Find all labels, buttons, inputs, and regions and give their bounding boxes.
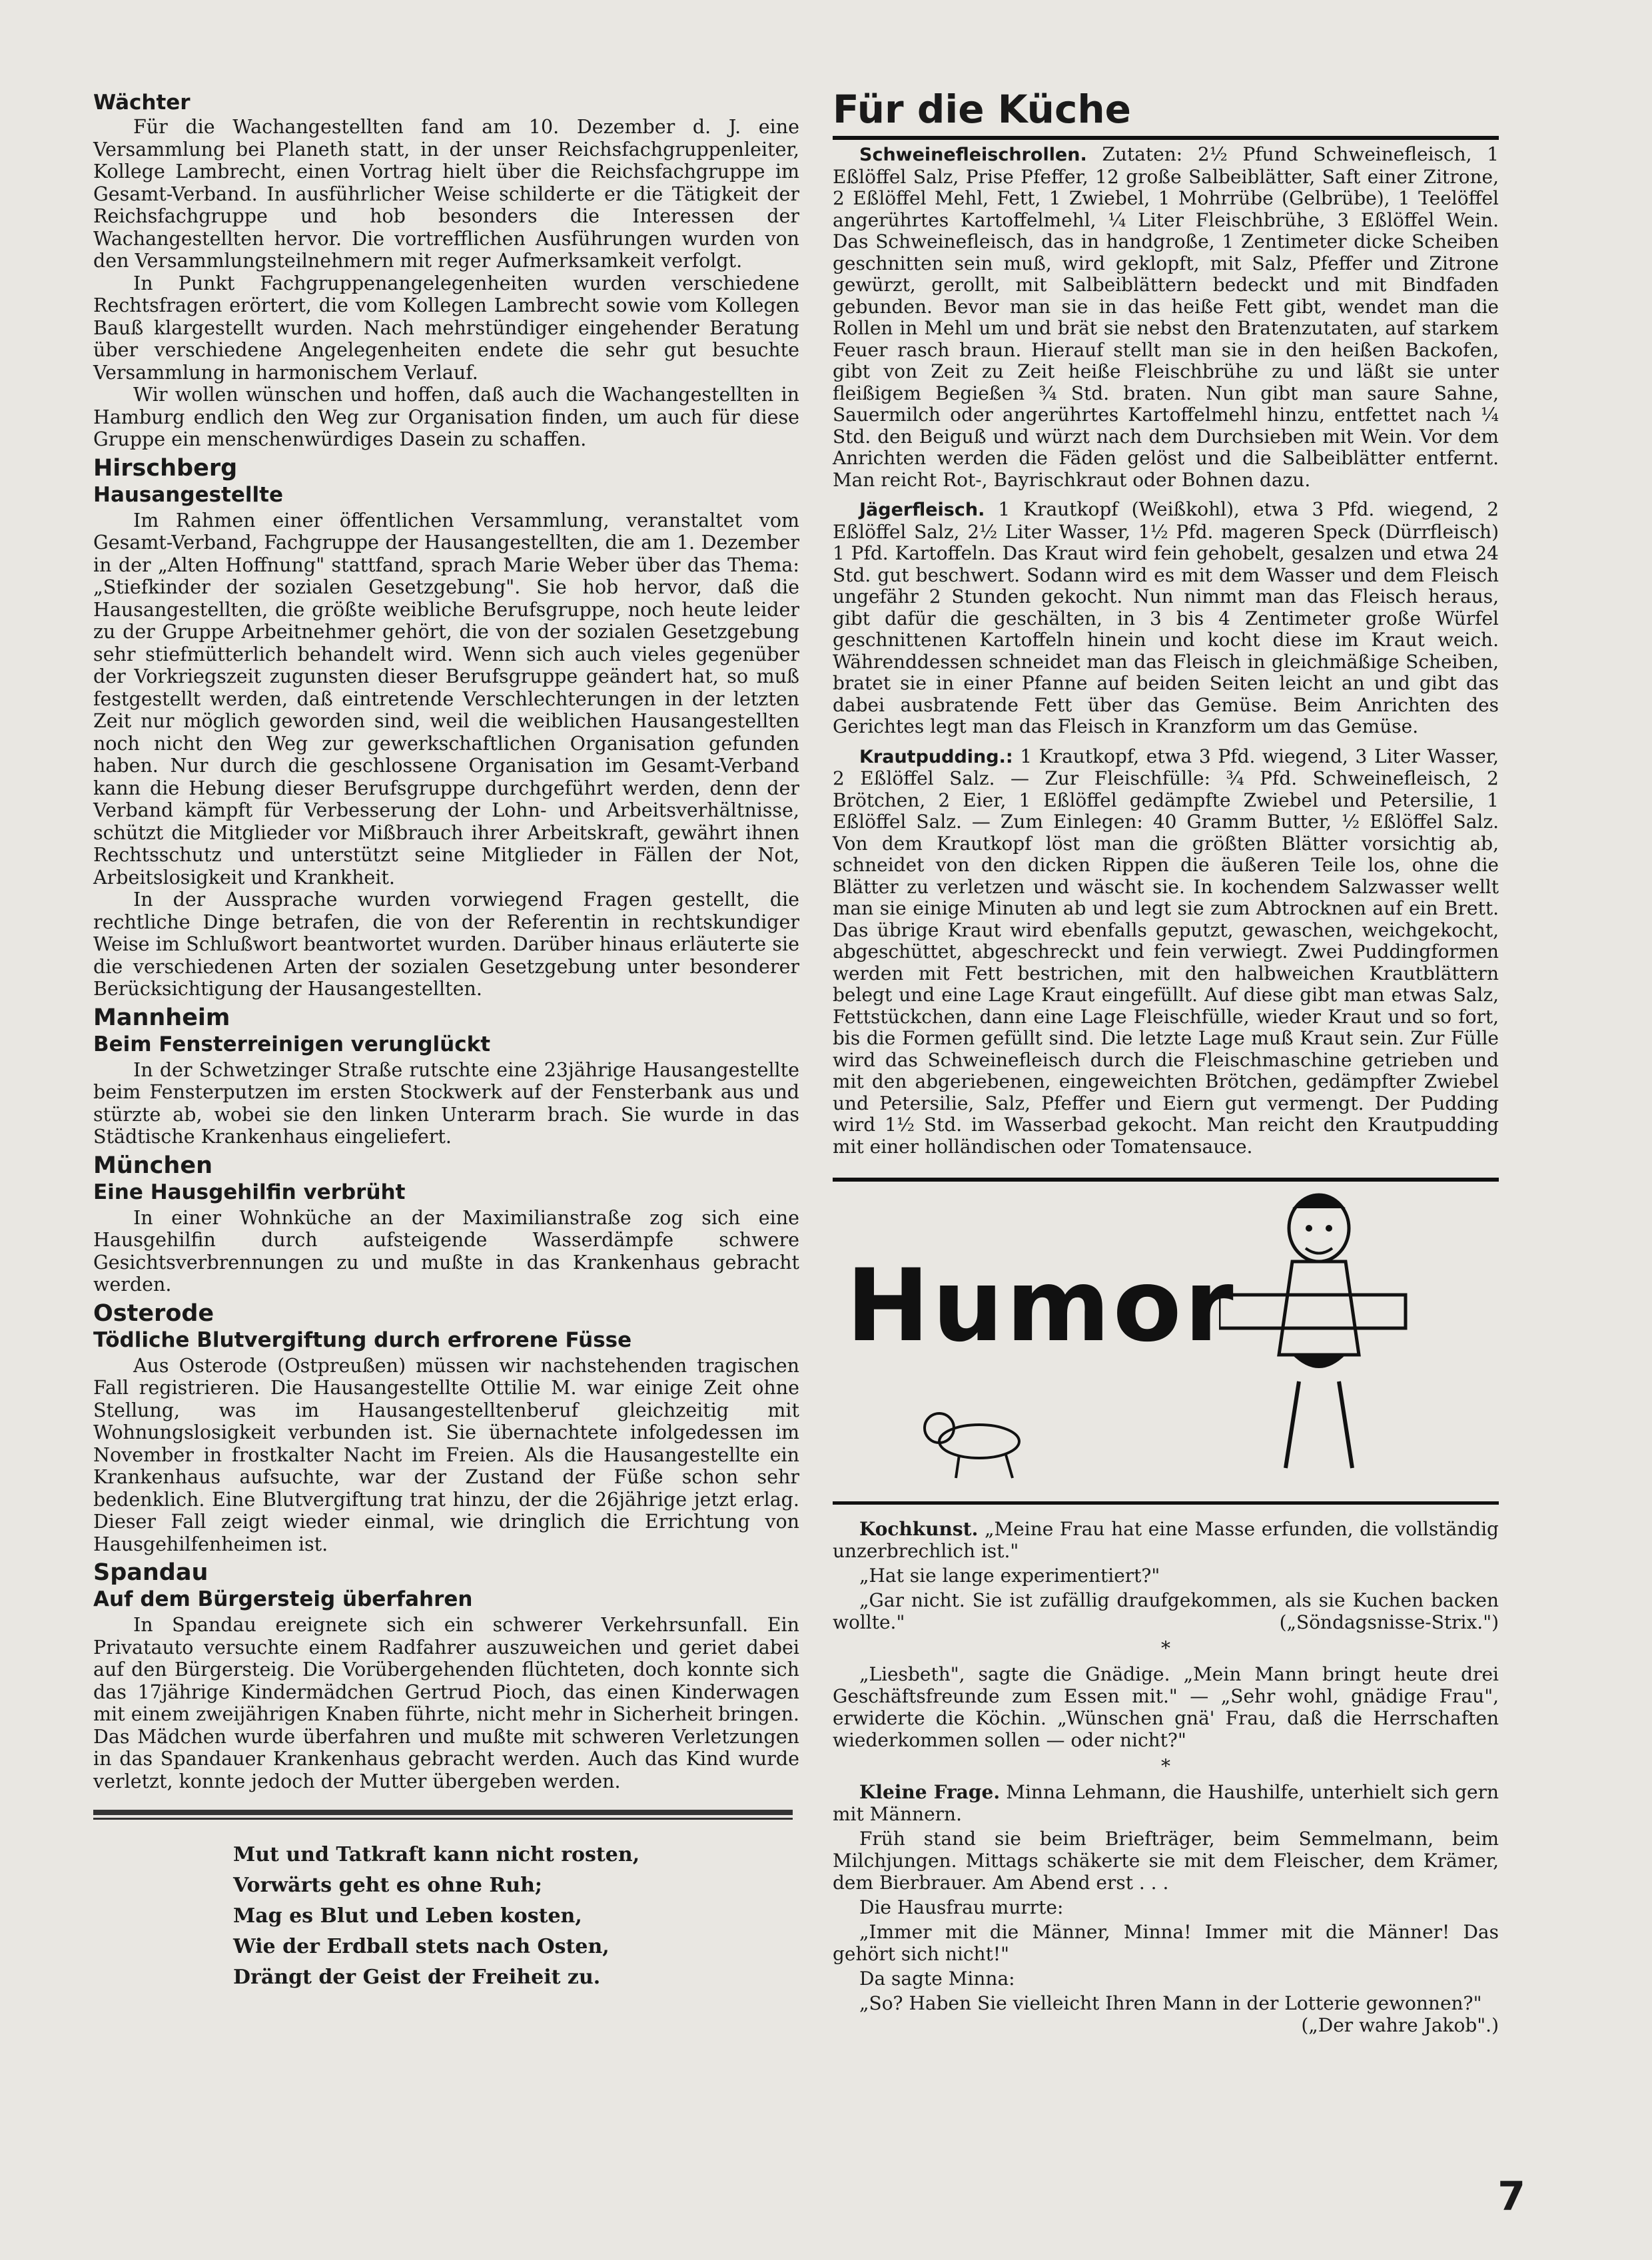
poem-line: Wie der Erdball stets nach Osten, — [233, 1935, 610, 1958]
joke — [833, 1518, 1499, 1562]
paragraph: In der Aussprache wurden vorwiegend Fragen gestellt, die rechtliche Dinge betrafen, die von der Referentin in rechtskundiger Weise im Schlußwort beantwortet wurden. Darüber hinaus erläuterte sie die verschiedenen Arten der sozialen Gesetzgebung unter besonderer Berücksichtigung der Hausangestellten. — [93, 889, 799, 1000]
poem-line: Mut und Tatkraft kann nicht rosten, — [233, 1843, 640, 1866]
recipe — [833, 746, 1499, 1158]
right-column — [833, 87, 1499, 2036]
joke-line: „Hat sie lange experimentiert?" — [859, 1565, 1160, 1587]
recipe-name: Jägerfleisch. — [859, 500, 985, 520]
separator-star: * — [1161, 1755, 1170, 1777]
joke-text: „Meine Frau hat eine Masse erfunden, die vollständig unzerbrechlich ist." — [833, 1518, 1499, 1562]
left-column — [93, 87, 799, 1993]
section-subheading: Eine Hausgehilfin verbrüht — [93, 1180, 406, 1204]
recipe — [833, 144, 1499, 491]
joke-text: „So? Haben Sie vielleicht Ihren Mann in der Lotterie gewonnen?" — [859, 1992, 1482, 2014]
paragraph: Im Rahmen einer öffentlichen Versammlung, veranstaltet vom Gesamt-Verband, Fachgruppe der Hausangestellten, die am 1. Dezember in der „Alten Hoffnung" stattfand, sprach Marie Weber über das Thema: „Stiefkinder der sozialen Gesetzgebung". Sie hob hervor, daß die Hausangestellten, die größte weibliche Berufsgruppe, noch heute leider zu der Gruppe Arbeitnehmer gehört, die von der sozialen Gesetzgebung sehr stiefmütterlich behandelt wird. Wenn sich auch vieles gegenüber der Vorkriegszeit zugunsten dieser Berufsgruppe geändert hat, so muß festgestellt werden, daß eintretende Verschlechterungen in der letzten Zeit nur möglich geworden sind, weil die weiblichen Hausangestellten noch nicht den Weg zur gewerkschaftlichen Organisation gefunden haben. Nur durch die geschlossene Organisation im Gesamt-Verband kann die Hebung dieser Berufsgruppe durchgeführt werden, denn der Verband kämpft für Verbesserung der Lohn- und Arbeitsverhältnisse, schützt die Mitglieder vor Mißbrauch ihrer Arbeitskraft, gewährt ihnen Rechtsschutz und unterstützt seine Mitglieder in Fällen der Not, Arbeitslosigkeit und Krankheit. — [93, 509, 799, 889]
joke-title: Kochkunst. — [859, 1518, 979, 1540]
joke: „Liesbeth", sagte die Gnädige. „Mein Mann bringt heute drei Geschäftsfreunde zum Essen mit." — „Sehr wohl, gnädige Frau", erwiderte die Köchin. „Wünschen gnä' Frau, daß die Herrschaften wiederkommen sollen — oder nicht?" — [833, 1663, 1499, 1751]
section-subheading: Beim Fensterreinigen verunglückt — [93, 1032, 491, 1056]
section-subheading: Hausangestellte — [93, 482, 283, 507]
recipe-text: Zutaten: 2½ Pfund Schweinefleisch, 1 Eßlöffel Salz, Prise Pfeffer, 12 große Salbeiblätter, Saft einer Zitrone, 2 Eßlöffel Mehl, Fett, 1 Zwiebel, 1 Mohrrübe (Gelbrübe), 1 Teelöffel angerührtes Kartoffelmehl, ¼ Liter Fleischbrühe, 3 Eßlöffel Wein. Das Schweinefleisch, das in handgroße, 1 Zentimeter dicke Scheiben geschnitten sein muß, wird geklopft, mit Salz, Pfeffer und Zitrone gewürzt, gerollt, mit Salbeiblättern bedeckt und mit Bindfaden gebunden. Bevor man sie in das heiße Fett gibt, wendet man die Rollen in Mehl um und brät sie nebst den Bratenzutaten, auf starkem Feuer rasch braun. Hierauf stellt man sie in den heißen Backofen, gibt von Zeit zu Zeit heiße Fleischbrühe zu und läßt sie unter fleißigem Begießen ¾ Std. braten. Nun gibt man saure Sahne, Sauermilch oder angerührtes Kartoffelmehl hinzu, entfettet nach ¼ Std. den Beiguß und würzt nach dem Durchsieben mit Wein. Vor dem Anrichten werden die Fäden gelöst und die Salbeiblätter entfernt. Man reicht Rot-, Bayrischkraut oder Bohnen dazu. — [833, 143, 1499, 491]
paragraph: In Punkt Fachgruppenangelegenheiten wurden verschiedene Rechtsfragen erörtert, die vom Kollegen Lambrecht sowie vom Kollegen Bauß klargestellt wurden. Nach mehrstündiger eingehender Beratung über verschiedene Angelegenheiten endete die sehr gut besuchte Versammlung in harmonischem Verlauf. — [93, 272, 799, 384]
dog-illustration — [913, 1401, 1046, 1481]
poem — [233, 1840, 799, 1993]
recipe-text: 1 Krautkopf, etwa 3 Pfd. wiegend, 3 Liter Wasser, 2 Eßlöffel Salz. — Zur Fleischfülle: ¾ Pfd. Schweinefleisch, 2 Brötchen, 2 Eier, 1 Eßlöffel gedämpfte Zwiebel und Petersilie, 1 Eßlöffel Salz. — Zum Einlegen: 40 Gramm Butter, ½ Eßlöffel Salz. Von dem Krautkopf löst man die größten Blätter vorsichtig ab, schneidet von den dicken Rippen die äußeren Teile los, ohne die Blätter zu verletzen und wäscht sie. In kochendem Salzwasser wellt man sie einige Minuten ab und legt sie zum Abtrocknen auf ein Brett. Das übrige Kraut wird ebenfalls geputzt, gewaschen, weichgekocht, abgeschüttet, abgeschreckt und fein verwiegt. Zwei Puddingformen werden mit Fett bestrichen, mit den halbweichen Krautblättern belegt und eine Lage Kraut eingefüllt. Auf diese gibt man etwas Salz, Fettstückchen, dann eine Lage Fleischfülle, wieder Kraut und so fort, bis die Formen gefüllt sind. Die letzte Lage muß Kraut sein. Zur Fülle wird das Schweinefleisch durch die Fleischmaschine getrieben und mit den abgeriebenen, eingeweichten Brötchen, gedämpfter Zwiebel und Petersilie, Salz, Pfeffer und Eiern gut vermengt. Der Pudding wird 1½ Std. im Wasserbad gekocht. Man reicht den Krautpudding mit einer holländischen oder Tomatensauce. — [833, 745, 1499, 1158]
kitchen-title: Für die Küche — [833, 87, 1499, 140]
paragraph: Aus Osterode (Ostpreußen) müssen wir nachstehenden tragischen Fall registrieren. Die Hausangestellte Ottilie M. war einige Zeit ohne Stellung, was im Hausangestelltenberuf gleichzeitig mit Wohnungslosigkeit verbunden ist. Sie übernachtete infolgedessen im November in frostkalter Nacht im Freien. Als die Hausangestellte ein Krankenhaus aufsuchte, war der Zustand der Füße schon sehr bedenklich. Eine Blutvergiftung trat hinzu, der die 26jährige jetzt erlag. Dieser Fall zeigt wieder einmal, wie dringlich die Errichtung von Hausgehilfenheimen ist. — [93, 1354, 799, 1555]
recipe-name: Krautpudding.: — [859, 746, 1013, 767]
recipe-name: Schweinefleischrollen. — [859, 145, 1087, 165]
paragraph: In der Schwetzinger Straße rutschte eine 23jährige Hausangestellte beim Fensterputzen im ersten Stockwerk auf der Fensterbank aus und stürzte ab, wobei sie den linken Unterarm brach. Sie wurde in das Städtische Krankenhaus eingeliefert. — [93, 1058, 799, 1148]
paragraph: In Spandau ereignete sich ein schwerer Verkehrsunfall. Ein Privatauto versuchte einem Radfahrer auszuweichen und geriet dabei auf den Bürgersteig. Die Vorübergehenden flüchteten, doch konnte sich das 17jährige Kindermädchen Gertrud Pioch, das einen Kinderwagen mit einem zweijährigen Knaben führte, nicht mehr in Sicherheit bringen. Das Mädchen wurde überfahren und mußte mit schweren Verletzungen in das Spandauer Krankenhaus gebracht werden. Auch das Kind wurde verletzt, konnte jedoch der Mutter übergeben werden. — [93, 1614, 799, 1792]
cartoon-figure-illustration — [1219, 1188, 1419, 1481]
joke-source: („Der wahre Jakob".) — [1301, 2014, 1499, 2036]
joke-line — [833, 1589, 1499, 1633]
poem-line: Vorwärts geht es ohne Ruh; — [233, 1874, 542, 1897]
joke-line: „Immer mit die Männer, Minna! Immer mit die Männer! Das gehört sich nicht!" — [833, 1921, 1499, 1965]
poem-line: Mag es Blut und Leben kosten, — [233, 1904, 582, 1928]
section-heading: Mannheim — [93, 1004, 230, 1031]
paragraph: Für die Wachangestellten fand am 10. Dezember d. J. eine Versammlung bei Planeth statt, in der unser Reichsfachgruppenleiter, Kollege Lambrecht, einen Vortrag hielt über die Reichsfachgruppe im Gesamt-Verband. In ausführlicher Weise schilderte er die Tätigkeit der Reichsfachgruppe und hob besonders die Interessen der Wachangestellten hervor. Die vortrefflichen Ausführungen wurden von den Versammlungsteilnehmern mit reger Aufmerksamkeit verfolgt. — [93, 116, 799, 272]
section-subheading: Auf dem Bürgersteig überfahren — [93, 1587, 473, 1611]
section-heading: Wächter — [93, 91, 191, 115]
section-heading: Osterode — [93, 1300, 214, 1327]
joke-line — [833, 1992, 1499, 2036]
paragraph: In einer Wohnküche an der Maximilianstraße zog sich eine Hausgehilfin durch aufsteigende Wasserdämpfe schwere Gesichtsverbrennungen zu und mußte in das Krankenhaus gebracht werden. — [93, 1206, 799, 1296]
poem-line: Drängt der Geist der Freiheit zu. — [233, 1966, 601, 1989]
section-heading: Spandau — [93, 1559, 208, 1586]
joke-line: Früh stand sie beim Briefträger, beim Semmelmann, beim Milchjungen. Mittags schäkerte sie mit dem Fleischer, dem Krämer, dem Bierbrauer. Am Abend erst . . . — [833, 1828, 1499, 1894]
separator-star: * — [1161, 1637, 1170, 1659]
section-subheading: Tödliche Blutvergiftung durch erfrorene Füsse — [93, 1327, 632, 1352]
page-number: 7 — [1497, 2173, 1525, 2220]
section-heading: Hirschberg — [93, 454, 238, 482]
humor-heading: Humor — [846, 1248, 1236, 1364]
poem-divider — [93, 1810, 793, 1820]
humor-banner — [833, 1178, 1499, 1505]
joke-title: Kleine Frage. — [859, 1781, 1001, 1803]
recipe — [833, 499, 1499, 738]
joke-line: Da sagte Minna: — [859, 1968, 1015, 1990]
joke-text: „Gar nicht. Sie ist zufällig draufgekommen, als sie Kuchen backen wollte." — [833, 1589, 1499, 1633]
recipe-text: 1 Krautkopf (Weißkohl), etwa 3 Pfd. wiegend, 2 Eßlöffel Salz, 2½ Liter Wasser, 1½ Pfd. mageren Speck (Dürrfleisch) 1 Pfd. Kartoffeln. Das Kraut wird fein gehobelt, gesalzen und etwa 24 Std. gut beschwert. Sodann wird es mit dem Wasser und dem Fleisch ungefähr 2 Stunden gekocht. Nun nimmt man das Fleisch heraus, gibt dafür die geschälten, in 3 bis 4 Zentimeter große Würfel geschnittenen Kartoffeln hinein und kocht diese im Kraut weich. Währenddessen schneidet man das Fleisch in gleichmäßige Scheiben, bratet sie in einer Pfanne auf beiden Seiten leicht an und gibt das dabei ausbratende Fett über das Gemüse. Beim Anrichten des Gerichtes legt man das Fleisch in Kranzform um das Gemüse. — [833, 498, 1499, 737]
joke-text: Minna Lehmann, die Haushilfe, unterhielt sich gern mit Männern. — [833, 1781, 1499, 1825]
joke-line: Die Hausfrau murrte: — [859, 1896, 1064, 1918]
joke-source: („Söndagsnisse-Strix.") — [1279, 1611, 1499, 1633]
paragraph: Wir wollen wünschen und hoffen, daß auch die Wachangestellten in Hamburg endlich den Weg zur Organisation finden, um auch für diese Gruppe ein menschenwürdiges Dasein zu schaffen. — [93, 384, 799, 450]
section-heading: München — [93, 1152, 212, 1179]
joke — [833, 1781, 1499, 1825]
